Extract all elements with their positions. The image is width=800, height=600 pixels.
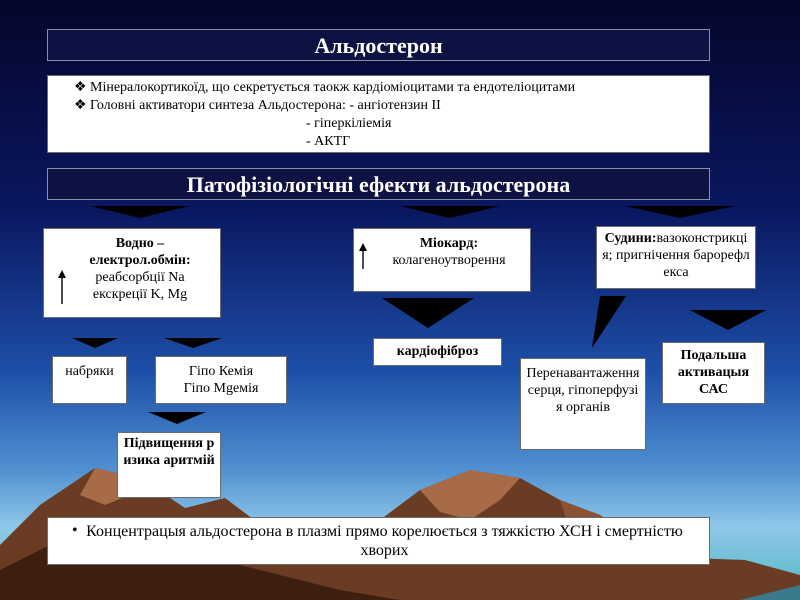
footer-note — [47, 517, 710, 565]
myocard-title: Міокард: — [419, 236, 479, 251]
diamond-bullet-icon: ❖ — [74, 98, 87, 113]
info-bullet-2 — [74, 97, 699, 115]
info-line-2: Головні активатори синтеза Альдостерона: - ангіотензин ІІ — [90, 98, 441, 113]
vessels-box — [596, 226, 756, 289]
arrow-down-icon — [625, 206, 735, 218]
vessels-text: вазоконстрикція; пригнічення барорефлекса — [602, 231, 750, 280]
page-title: Альдостерон — [47, 29, 710, 61]
edema-box: набряки — [52, 356, 127, 404]
myocard-box — [353, 228, 531, 292]
water-electrolyte-line-1: реабсорбції Na — [95, 270, 185, 285]
heart-overload-box: Перенавантаження серця, гіпоперфузія органів — [520, 358, 646, 450]
water-electrolyte-title: Водно – електрол.обмін: — [89, 236, 191, 268]
arrow-down-icon — [72, 338, 118, 348]
info-line-1: Мінералокортикоїд, що секретується таокж кардіоміоцитами та ендотеліоцитами — [90, 80, 576, 95]
water-electrolyte-line-2: екскреції K, Mg — [92, 287, 188, 302]
arrhythmia-risk-box: Підвищення ризика аритмій — [117, 432, 221, 498]
arrow-down-icon — [690, 310, 766, 330]
arrow-down-icon — [592, 296, 626, 348]
hypo-line-2: Гіпо Mgемія — [183, 381, 259, 396]
bullet-icon: • — [72, 522, 78, 539]
arrow-down-icon — [90, 206, 190, 218]
info-bullet-1 — [74, 79, 699, 97]
hypo-electrolyte-box — [155, 356, 287, 404]
arrow-down-icon — [382, 298, 474, 328]
arrow-up-icon — [358, 243, 368, 269]
info-box — [47, 75, 710, 153]
water-electrolyte-box — [43, 228, 221, 318]
arrow-down-icon — [164, 338, 222, 348]
info-line-3: - гіперкіліемія — [306, 116, 392, 131]
cardiofibrosis-box: кардіофіброз — [373, 338, 502, 366]
hypo-line-1: Гіпо Кемія — [188, 364, 254, 379]
sas-activation-box: Подальша активацыя САС — [662, 342, 765, 404]
arrow-up-icon — [57, 270, 67, 304]
diamond-bullet-icon: ❖ — [74, 80, 87, 95]
info-line-4: - АКТГ — [306, 134, 351, 149]
vessels-title: Судини: — [604, 231, 657, 246]
myocard-line-1: колагеноутворення — [392, 253, 506, 268]
arrow-down-icon — [400, 206, 500, 218]
effects-title: Патофізіологічні ефекти альдостерона — [47, 168, 710, 200]
arrow-down-icon — [148, 412, 206, 424]
footer-text: Концентрацыя альдостерона в плазмі прямо корелюється з тяжкістю ХСН і смертністю хворих — [86, 523, 683, 559]
